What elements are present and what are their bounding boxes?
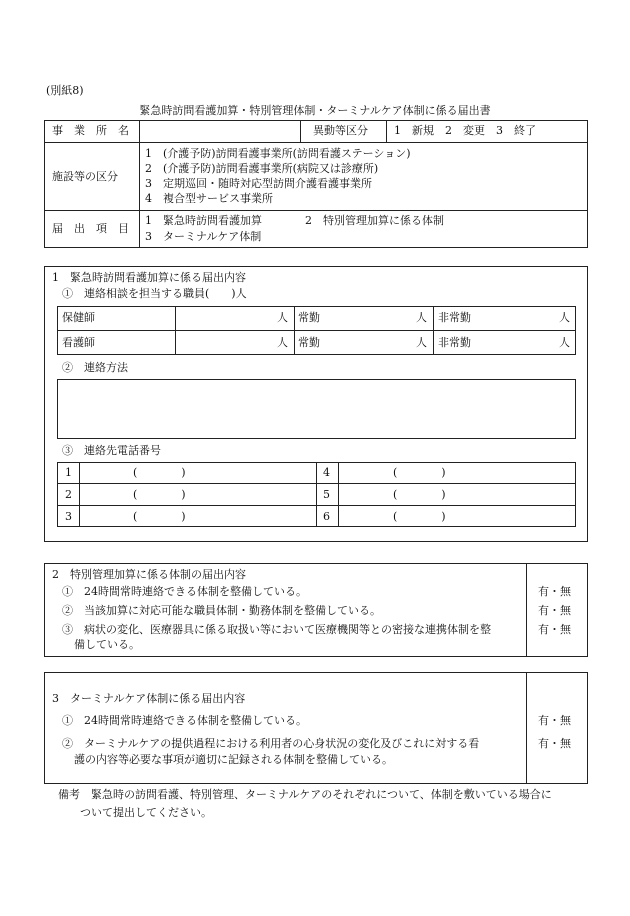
- requirement-text: ② 当該加算に対応可能な職員体制・勤務体制を整備している。: [62, 604, 381, 617]
- requirement-text-continued: 護の内容等必要な事項が適切に記録される体制を整備している。: [74, 753, 393, 766]
- staff-row-regular: 常勤: [298, 336, 320, 349]
- yes-no-choice[interactable]: 有・無: [538, 737, 571, 750]
- staff-row-unit[interactable]: 人: [277, 311, 288, 324]
- phone-row-number: 1: [65, 466, 72, 479]
- remarks-line-1: 備考 緊急時の訪問看護、特別管理、ターミナルケアのそれぞれについて、体制を敷いている場合に: [58, 788, 552, 801]
- phone-row-number: 5: [323, 488, 330, 501]
- staff-row-unit[interactable]: 人: [277, 336, 288, 349]
- staff-row-parttime-unit[interactable]: 人: [559, 336, 570, 349]
- phone-row-number: 3: [65, 510, 72, 523]
- facility-option-2[interactable]: 2 (介護予防)訪問看護事業所(病院又は診療所): [145, 162, 379, 175]
- staff-row-regular-unit[interactable]: 人: [416, 311, 427, 324]
- requirement-text: ① 24時間常時連絡できる体制を整備している。: [62, 714, 307, 727]
- requirement-text: ① 24時間常時連絡できる体制を整備している。: [62, 585, 307, 598]
- office-name-label: 事 業 所 名: [52, 124, 129, 137]
- section-2-title: 2 特別管理加算に係る体制の届出内容: [52, 568, 246, 581]
- staff-row-parttime-unit[interactable]: 人: [559, 311, 570, 324]
- requirement-text: ② ターミナルケアの提供過程における利用者の心身状況の変化及びこれに対する看: [62, 737, 480, 750]
- notify-items-label: 届 出 項 目: [52, 222, 129, 235]
- yes-no-choice[interactable]: 有・無: [538, 585, 571, 598]
- phone-row-number: 4: [323, 466, 330, 479]
- yes-no-choice[interactable]: 有・無: [538, 714, 571, 727]
- contact-method-field[interactable]: [57, 379, 576, 439]
- staff-row-parttime: 非常勤: [438, 336, 471, 349]
- staff-row-parttime: 非常勤: [438, 311, 471, 324]
- phone-row-field[interactable]: ( ): [133, 488, 186, 501]
- facility-option-1[interactable]: 1 (介護予防)訪問看護事業所(訪問看護ステーション): [145, 147, 411, 160]
- section-1-title: 1 緊急時訪問看護加算に係る届出内容: [52, 271, 246, 284]
- facility-type-label: 施設等の区分: [52, 170, 118, 183]
- requirement-text: ③ 病状の変化、医療器具に係る取扱い等において医療機関等との密接な連携体制を整: [62, 623, 491, 636]
- phone-row-field[interactable]: ( ): [393, 466, 446, 479]
- notify-option-1[interactable]: 1 緊急時訪問看護加算: [145, 214, 262, 227]
- notify-option-2[interactable]: 2 特別管理加算に係る体制: [305, 214, 444, 227]
- change-type-options[interactable]: 1 新規 2 変更 3 終了: [394, 124, 536, 137]
- section-3-title: 3 ターミナルケア体制に係る届出内容: [52, 692, 246, 705]
- staff-row-job: 看護師: [62, 336, 95, 349]
- staff-row-regular-unit[interactable]: 人: [416, 336, 427, 349]
- staff-row-regular: 常勤: [298, 311, 320, 324]
- notify-option-3[interactable]: 3 ターミナルケア体制: [145, 230, 262, 243]
- page-title: 緊急時訪問看護加算・特別管理体制・ターミナルケア体制に係る届出書: [139, 104, 491, 117]
- yes-no-choice[interactable]: 有・無: [538, 604, 571, 617]
- requirement-text-continued: 備している。: [74, 638, 140, 651]
- office-name-field[interactable]: [144, 124, 294, 138]
- phone-row-number: 2: [65, 488, 72, 501]
- phone-row-field[interactable]: ( ): [133, 466, 186, 479]
- change-type-label: 異動等区分: [313, 124, 368, 137]
- facility-option-4[interactable]: 4 複合型サービス事業所: [145, 192, 273, 205]
- phone-row-field[interactable]: ( ): [393, 510, 446, 523]
- phone-row-field[interactable]: ( ): [393, 488, 446, 501]
- phone-row-field[interactable]: ( ): [133, 510, 186, 523]
- phone-row-number: 6: [323, 510, 330, 523]
- facility-option-3[interactable]: 3 定期巡回・随時対応型訪問介護看護事業所: [145, 177, 372, 190]
- contact-method-heading: ② 連絡方法: [62, 361, 128, 374]
- yes-no-choice[interactable]: 有・無: [538, 623, 571, 636]
- remarks-line-2: ついて提出してください。: [80, 806, 212, 819]
- annex-label: (別紙8): [46, 84, 84, 97]
- staff-row-job: 保健師: [62, 311, 95, 324]
- staff-count-heading: ① 連絡相談を担当する職員( )人: [62, 287, 247, 300]
- phone-heading: ③ 連絡先電話番号: [62, 444, 161, 457]
